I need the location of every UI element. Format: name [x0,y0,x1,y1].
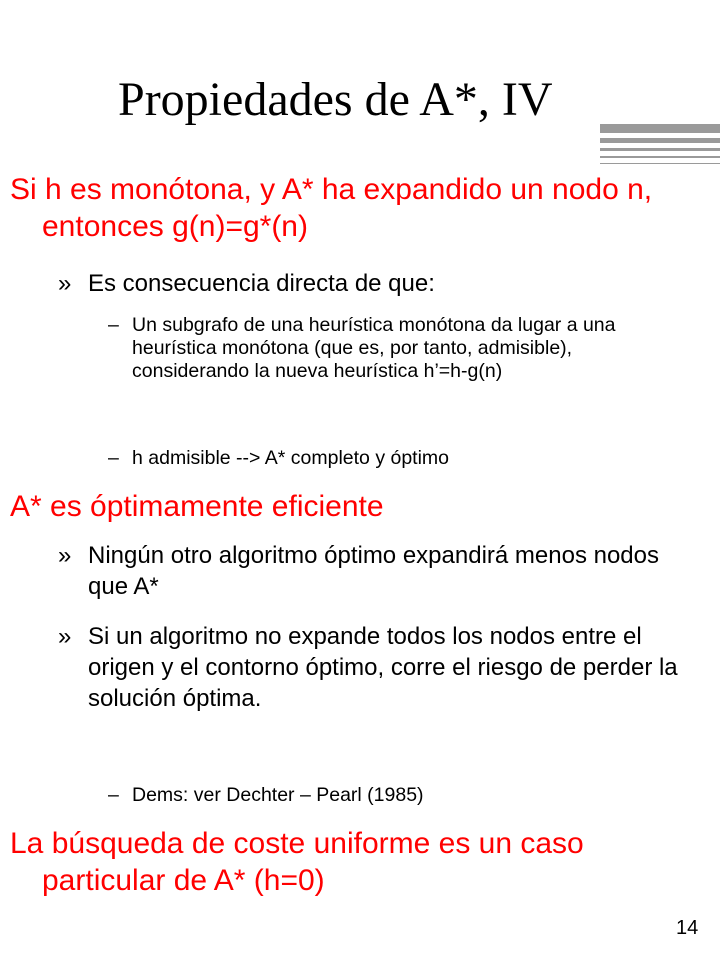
bullet-no-other-algorithm [58,540,698,602]
bullet-dechter-pearl [108,784,693,807]
bullet-optimally-efficient [10,488,700,525]
bullet-text: Es consecuencia directa de que: [88,270,435,297]
bullet-subgraph [108,314,693,383]
bullet-marker: » [58,270,72,297]
bullet-admissible [108,447,693,470]
bullet-text: Un subgrafo de una heurística monótona da lugar a una heurística monótona (que es, por tanto, admisible), considerando la nueva heurística h’=h-g(n) [132,314,616,382]
bullet-text: La búsqueda de coste uniforme es un caso particular de A* (h=0) [10,827,584,897]
bullet-text: Dems: ver Dechter – Pearl (1985) [132,784,424,806]
bullet-monotonic-heuristic [10,171,700,245]
bullet-marker: – [108,314,119,336]
bullet-risk-losing-solution [58,621,698,714]
bullet-marker: – [108,784,119,806]
bullet-text: Si h es monótona, y A* ha expandido un nodo n, entonces g(n)=g*(n) [10,173,653,243]
bullet-marker: » [58,542,72,569]
bullet-marker: – [108,447,119,469]
bullet-text: Ningún otro algoritmo óptimo expandirá menos nodos que A* [88,542,659,600]
page-number: 14 [676,917,699,939]
bullet-uniform-cost [10,825,700,899]
slide-title: Propiedades de A*, IV [118,73,553,126]
bullet-direct-consequence [58,268,698,299]
bullet-text: A* es óptimamente eficiente [10,490,384,523]
bullet-text: h admisible --> A* completo y óptimo [132,447,450,469]
bullet-text: Si un algoritmo no expande todos los nodos entre el origen y el contorno óptimo, corre el riesgo de perder la solución óptima. [88,623,678,712]
bullet-marker: » [58,623,72,650]
